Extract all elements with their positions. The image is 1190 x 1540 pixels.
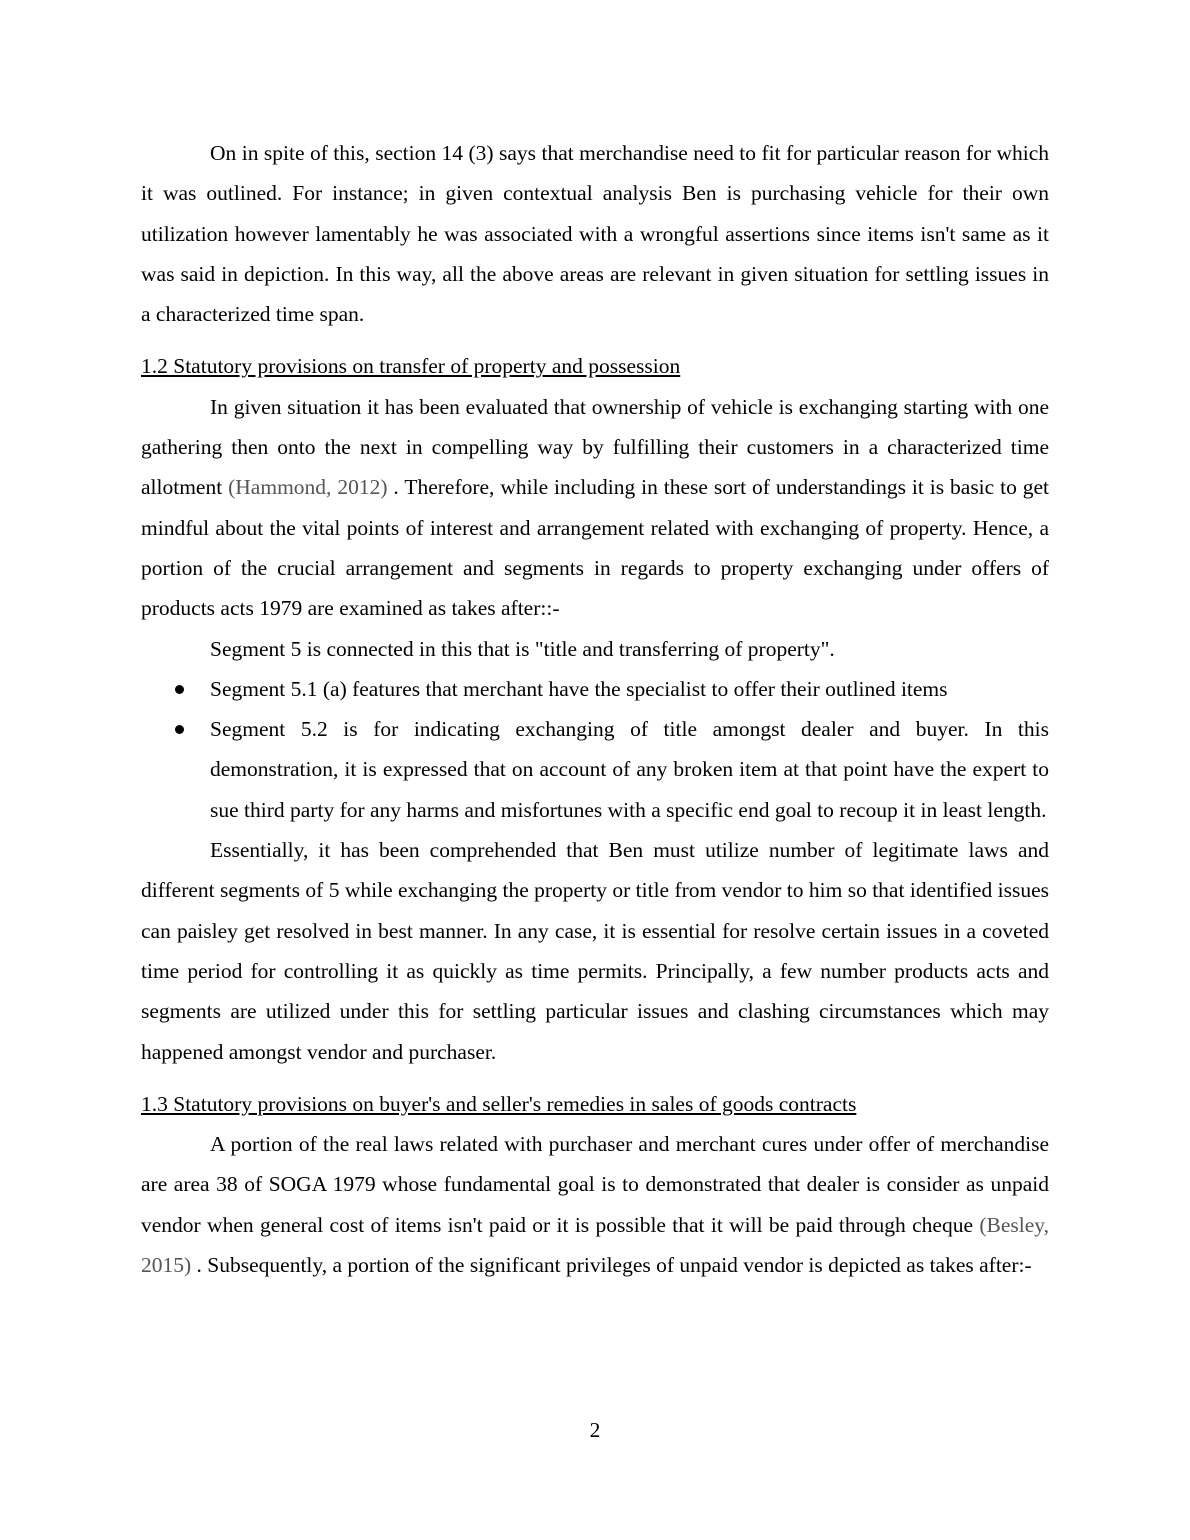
segment-bullet-list xyxy=(141,669,1049,830)
page-number: 2 xyxy=(589,1418,601,1442)
paragraph-text: . Therefore, while including in these sort of understandings it is basic to get mindful about the vital points of interest and arrangement related with exchanging of property. Hence, a portion of the crucial arrangement and segments in regards to property exchanging under offers of products acts 1979 are examined as takes after::- xyxy=(141,475,1050,621)
list-item-text: Segment 5.2 is for indicating exchanging of title amongst dealer and buyer. In this demonstration, it is expressed that on account of any broken item at that point have the expert to sue third party for any harms and misfortunes with a specific end goal to recoup it in least length. xyxy=(210,717,1049,822)
bullet-icon xyxy=(175,685,184,694)
list-item xyxy=(141,709,1049,830)
paragraph-segment-5: Segment 5 is connected in this that is "title and transferring of property". xyxy=(210,636,835,661)
paragraph-ownership-exchange xyxy=(141,387,1049,629)
page-body xyxy=(141,133,1049,1285)
paragraph-text: A portion of the real laws related with purchaser and merchant cures under offer of merchandise are area 38 of SOGA 1979 whose fundamental goal is to demonstrated that dealer is consider as unpaid vendor when general cost of items isn't paid or it is possible that it will be paid through cheque xyxy=(141,1132,1049,1237)
paragraph-section-14: On in spite of this, section 14 (3) says that merchandise need to fit for particular reason for which it was outlined. For instance; in given contextual analysis Ben is purchasing vehicle for their own utilization however lamentably he was associated with a wrongful assertions since items isn't same as it was said in depiction. In this way, all the above areas are relevant in given situation for settling issues in a characterized time span. xyxy=(141,141,1049,327)
citation-besley: (Besley, 2015) xyxy=(141,1212,1050,1278)
heading-transfer-of-property: 1.2 Statutory provisions on transfer of property and possession xyxy=(141,354,681,379)
list-item xyxy=(141,669,1049,709)
paragraph-unpaid-vendor xyxy=(141,1124,1049,1285)
citation-hammond: (Hammond, 2012) xyxy=(228,475,388,500)
heading-buyer-seller-remedies: 1.3 Statutory provisions on buyer's and seller's remedies in sales of goods contracts xyxy=(141,1091,857,1116)
paragraph-legitimate-laws: Essentially, it has been comprehended that Ben must utilize number of legitimate laws and different segments of 5 while exchanging the property or title from vendor to him so that identified issues can paisley get resolved in best manner. In any case, it is essential for resolve certain issues in a coveted time period for controlling it as quickly as time permits. Principally, a few number products acts and segments are utilized under this for settling particular issues and clashing circumstances which may happened amongst vendor and purchaser. xyxy=(141,838,1049,1064)
list-item-text: Segment 5.1 (a) features that merchant have the specialist to offer their outlined items xyxy=(210,676,948,701)
bullet-icon xyxy=(175,725,184,734)
paragraph-text: . Subsequently, a portion of the significant privileges of unpaid vendor is depicted as takes after:- xyxy=(196,1253,1032,1278)
paragraph-text: In given situation it has been evaluated that ownership of vehicle is exchanging starting with one gathering then onto the next in compelling way by fulfilling their customers in a characterized time allotment xyxy=(141,394,1049,500)
